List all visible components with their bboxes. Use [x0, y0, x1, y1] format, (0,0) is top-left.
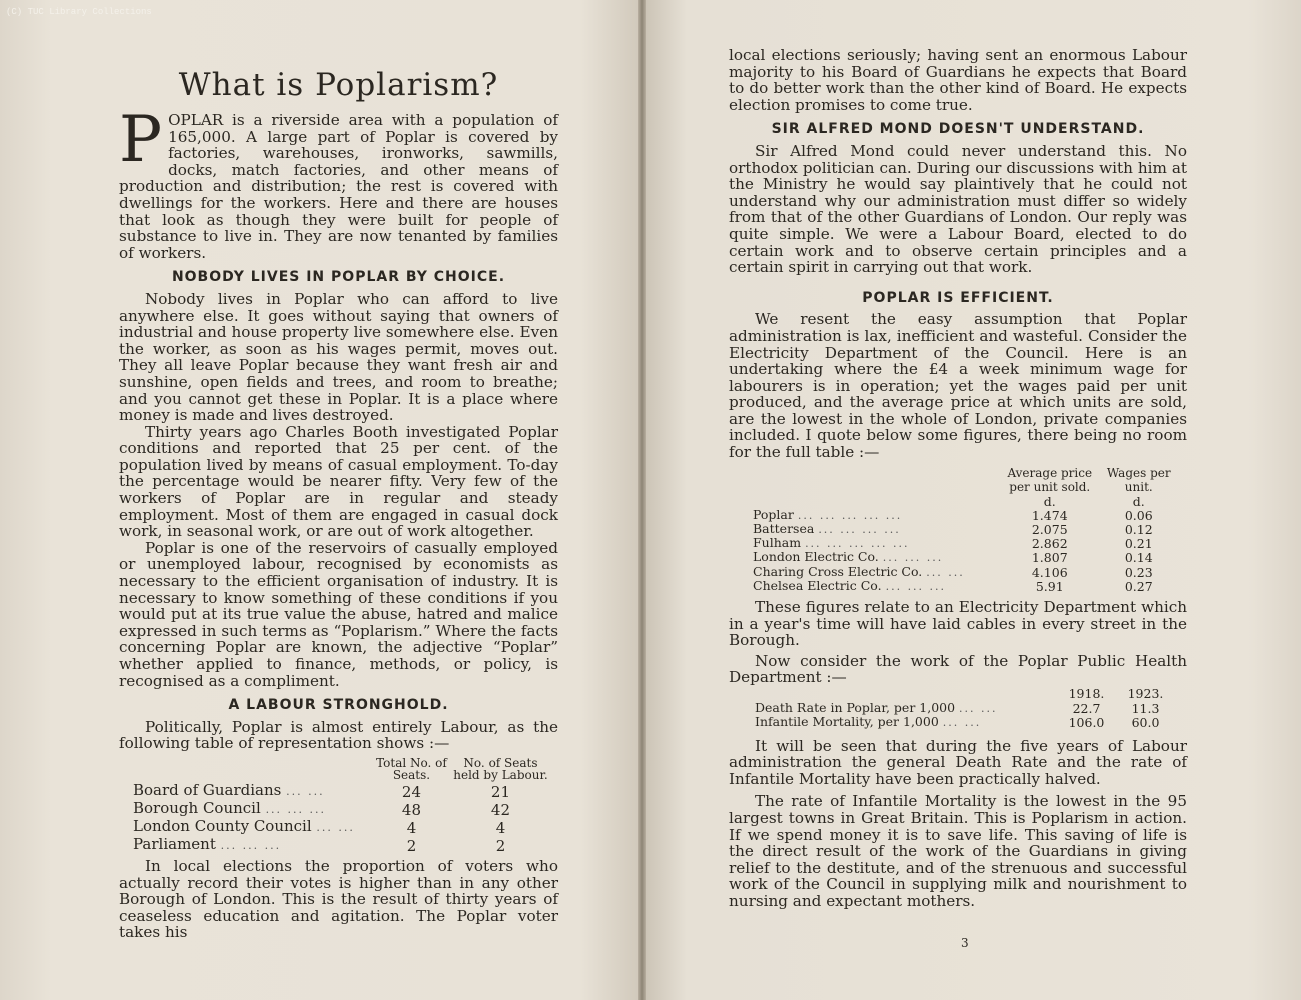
- column-header: Average price per unit sold.: [1007, 465, 1093, 494]
- table-row: Chelsea Electric Co. ... ... ... 5.91 0.27: [753, 577, 1153, 594]
- left-column: [119, 66, 558, 941]
- paragraph: Now consider the work of the Poplar Public Health Department :—: [729, 651, 1187, 687]
- paragraph: In local elections the proportion of voters who actually record their votes is higher than in any other Borough of London. This is the result of thirty years of ceaseless education and agitation. The Poplar voter takes his: [119, 856, 558, 942]
- copyright-credit: (C) TUC Library Collections: [6, 7, 152, 17]
- paragraph: local elections seriously; having sent an enormous Labour majority to his Board of Guardians he expects that Board to do better work than the other kind of Board. He expects election promises to come true.: [729, 46, 1187, 114]
- paragraph: It will be seen that during the five years of Labour administration the general Death Rate and the rate of Infantile Mortality have been practically halved.: [729, 736, 1187, 788]
- paragraph: Poplar is one of the reservoirs of casually employed or unemployed labour, recognised by economists as necessary to the efficient organisation of industry. It is necessary to know something of these conditions if you would put at its true value the abuse, hatred and malice expressed in such terms as “Poplarism.” Where the facts concerning Poplar are known, the adjective “Poplar” whether applied to finance, methods, or policy, is recognised as a compliment.: [119, 538, 558, 690]
- column-header: 1918.: [1068, 686, 1105, 702]
- right-page: [641, 0, 1301, 1000]
- page-title: What is Poplarism?: [178, 67, 499, 103]
- table-row: Battersea ... ... ... ... 2.075 0.12: [753, 521, 1153, 538]
- paragraph: Thirty years ago Charles Booth investigated Poplar conditions and reported that 25 per cent. of the population lived by means of casual employment. To-day the percentage would be nearer fifty. Very few of the workers of Poplar are in regular and steady employment. Most of them are engaged in casual dock work, in seasonal work, or are out of work altogether.: [119, 422, 558, 541]
- table-row: Fulham ... ... ... ... ... 2.862 0.21: [753, 535, 1153, 552]
- unit-label: d.: [1132, 493, 1145, 509]
- unit-label: d.: [1043, 493, 1056, 509]
- column-header: 1923.: [1127, 686, 1164, 702]
- left-page: [0, 0, 645, 1000]
- heading-labour-stronghold: A LABOUR STRONGHOLD.: [228, 697, 449, 714]
- heading-mond: SIR ALFRED MOND DOESN'T UNDERSTAND.: [771, 121, 1145, 138]
- table-row: Charing Cross Electric Co. ... ... 4.106 0.23: [753, 563, 1153, 580]
- table-row: London Electric Co. ... ... ... 1.807 0.14: [753, 549, 1153, 566]
- table-row: Parliament ... ... ... 2 2: [133, 834, 506, 855]
- paragraph: Nobody lives in Poplar who can afford to live anywhere else. It goes without saying that owners of industrial and house property live somewhere else. Even the worker, as soon as his wages permit, moves out. They all leave Poplar because they want fresh air and sunshine, open fields and trees, and room to breathe; and you cannot get these in Poplar. It is a place where money is made and lives destroyed.: [119, 289, 558, 425]
- paragraph: Politically, Poplar is almost entirely Labour, as the following table of representation shows :—: [119, 717, 558, 753]
- representation-table: [133, 756, 553, 854]
- table-row: Infantile Mortality, per 1,000 ... ... 106.0 60.0: [755, 714, 1160, 731]
- book-gutter: [638, 0, 646, 1000]
- electricity-table: [753, 465, 1173, 593]
- table-row: Poplar ... ... ... ... ... 1.474 0.06: [753, 506, 1153, 523]
- page-number: 3: [961, 936, 969, 950]
- paragraph: These figures relate to an Electricity Department which in a year's time will have laid cables in every street in the Borough.: [729, 598, 1187, 650]
- table-row: Borough Council ... ... ... 48 42: [133, 798, 511, 819]
- intro-paragraph: POPLAR is a riverside area with a population of 165,000. A large part of Poplar is covered by factories, warehouses, ironworks, sawmills, docks, match factories, and other means of production and distribution; the rest is covered with dwellings for the workers. Here and there are houses that look as though they were built for people of substance to live in. They are now tenanted by families of workers.: [119, 103, 558, 262]
- column-header: Wages per unit.: [1106, 465, 1171, 494]
- heading-efficient: POPLAR IS EFFICIENT.: [862, 289, 1054, 306]
- right-column: [729, 47, 1187, 910]
- drop-cap: P: [119, 103, 163, 177]
- paragraph: Sir Alfred Mond could never understand this. No orthodox politician can. During our discussions with him at the Ministry he would say plaintively that he could not understand why our administration must differ so widely from that of the other Guardians of London. Our reply was quite simple. We were a Labour Board, elected to do certain work and to observe certain principles and a certain spirit in carrying out that work.: [729, 141, 1187, 277]
- health-table: [755, 686, 1175, 730]
- column-header: No. of Seats held by Labour.: [453, 755, 548, 782]
- table-row: Death Rate in Poplar, per 1,000 ... ... 22.7 11.3: [755, 700, 1160, 717]
- heading-nobody-lives: NOBODY LIVES IN POPLAR BY CHOICE.: [171, 269, 506, 286]
- column-header: Total No. of Seats.: [376, 755, 447, 782]
- table-row: London County Council ... ... 4 4: [133, 816, 506, 837]
- table-row: Board of Guardians ... ... 24 21: [133, 780, 511, 801]
- paragraph: We resent the easy assumption that Poplar administration is lax, inefficient and wasteful. Consider the Electricity Department of the Council. Here is an undertaking where the £4 a week minimum wage for labourers is in operation; yet the wages paid per unit produced, and the average price at which units are sold, are the lowest in the whole of London, private companies included. I quote below some figures, there being no room for the full table :—: [729, 310, 1187, 462]
- paragraph: The rate of Infantile Mortality is the lowest in the 95 largest towns in Great Britain. This is Poplarism in action. If we spend money it is to save life. This saving of life is the direct result of the work of the Guardians in giving relief to the destitute, and of the strenuous and successful work of the Council in supplying milk and nourishment to nursing and expectant mothers.: [729, 792, 1187, 910]
